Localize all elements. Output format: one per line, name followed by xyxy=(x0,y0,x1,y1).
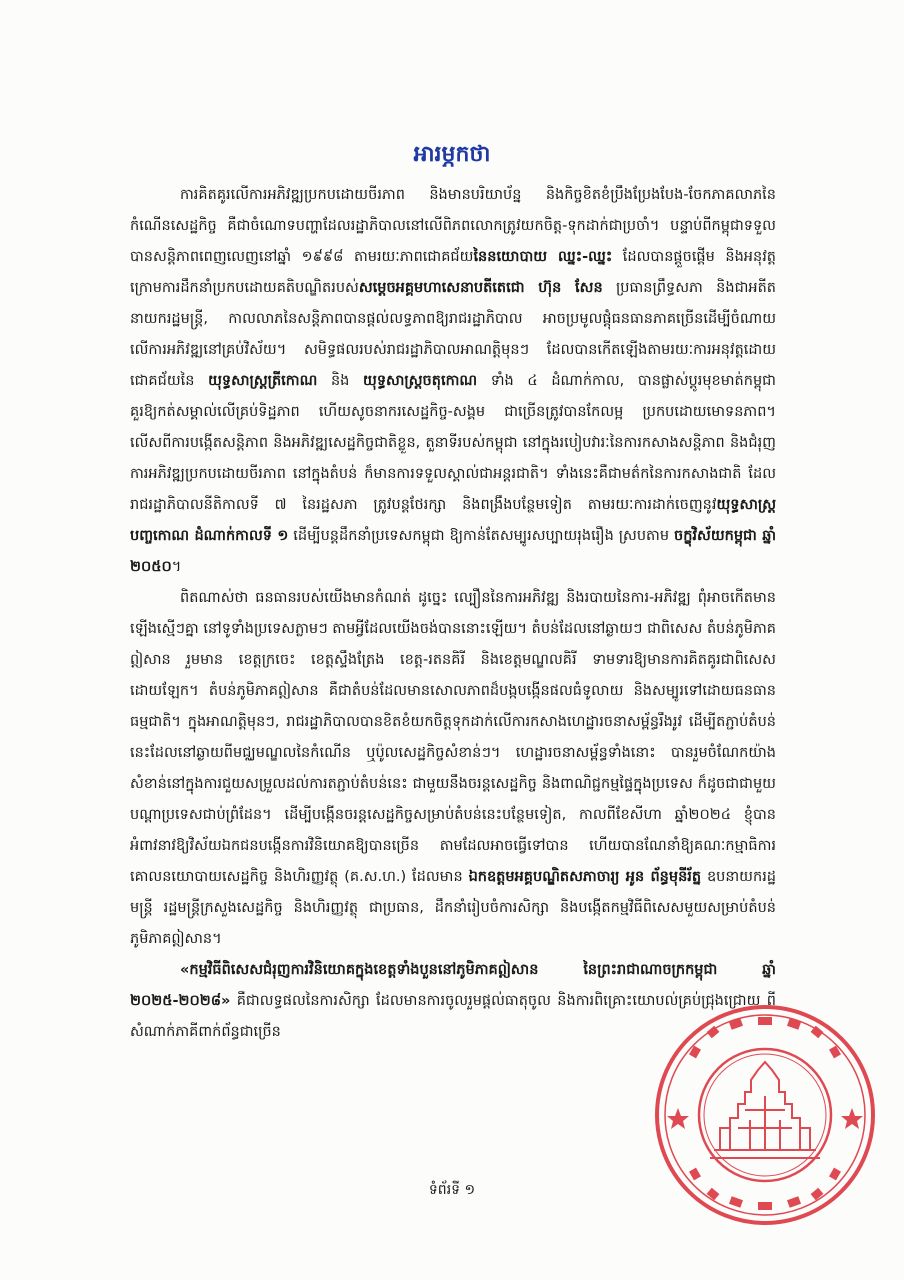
official-seal xyxy=(650,1000,880,1230)
text-segment: ដើម្បីបន្តដឹកនាំប្រទេសកម្ពុជា ឱ្យកាន់តែសម្បូរសប្បាយរុងរឿង ស្របតាម xyxy=(288,528,674,544)
text-segment: ដែលបានផ្តួចផ្តើម និងអនុវត្ត ក្រោមការដឹកនាំប្រកបដោយគតិបណ្ឌិតរបស់ xyxy=(130,249,777,296)
page-title: អារម្ភកថា xyxy=(413,142,491,167)
paragraph-1 xyxy=(130,180,776,583)
paragraph-2 xyxy=(130,583,776,955)
page-number: ទំព័រទី ១ xyxy=(428,1182,476,1198)
angkor-temple-icon xyxy=(710,1062,820,1158)
text-segment: ឧបនាយករដ្ឋមន្ត្រី រដ្ឋមន្ត្រីក្រសួងសេដ្ឋកិច្ច និងហិរញ្ញវត្ថុ ជាប្រធាន, ដឹកនាំរៀបចំការសិក្សា និងបង្កើតកម្មវិធីពិសេសមួយសម្រាប់តំបន់ភូមិភាគឦសាន។ xyxy=(130,869,776,947)
text-segment: គឺជាលទ្ធផលនៃការសិក្សា ដែលមានការចូលរួមផ្តល់ធាតុចូល និងការពិគ្រោះយោបល់គ្រប់ជ្រុងជ្រោយ ពីសំណាក់ភាគីពាក់ព័ន្ធជាច្រើន xyxy=(130,993,776,1040)
text-segment-bold: ចក្ខុវិស័យកម្ពុជា ឆ្នាំ ២០៥០ xyxy=(130,528,777,575)
text-segment: ការគិតគូរលើការអភិវឌ្ឍប្រកបដោយចីរភាព និងមានបរិយាប័ន្ន និងកិច្ចខិតខំប្រឹងប្រែងបែង-ចែកភាគលាភនៃកំណើនសេដ្ឋកិច្ច គឺជាចំណោទបញ្ហាដែលរដ្ឋាភិបាលនៅលើពិភពលោកត្រូវយកចិត្ត-ទុកដាក់ជាប្រចាំ។ បន្ទាប់ពីកម្ពុជាទទួលបានសន្តិភាពពេញលេញនៅឆ្នាំ ១៩៩៨ តាមរយៈភាពជោគជ័យ xyxy=(130,187,776,265)
body-text xyxy=(130,180,776,1048)
text-segment-bold: យុទ្ធសាស្ត្របញ្ចកោណ ដំណាក់កាលទី ១ xyxy=(130,497,776,544)
text-segment-bold: យុទ្ធសាស្ត្រចតុកោណ xyxy=(363,373,478,389)
text-segment-bold: សម្តេចអគ្គមហាសេនាបតីតេជោ ហ៊ុន សែន xyxy=(358,280,603,296)
text-segment: ។ xyxy=(171,559,182,575)
text-segment-bold: «កម្មវិធីពិសេសជំរុញការវិនិយោគក្នុងខេត្តទាំងបួននៅភូមិភាគឦសាន នៃព្រះរាជាណាចក្រកម្ពុជា ឆ្នាំ ២០២៥-២០២៨» xyxy=(130,962,776,1009)
text-segment-bold: ឯកឧត្តមអគ្គបណ្ឌិតសភាចារ្យ អូន ព័ន្ធមុនីរ័ត្ន xyxy=(468,869,702,885)
text-segment: និង xyxy=(317,373,364,389)
text-segment: ពិតណាស់ថា ធនធានរបស់យើងមានកំណត់ ដូច្នេះ ល្បឿននៃការអភិវឌ្ឍ និងរបាយនៃការ-អភិវឌ្ឍ ពុំអាចកើតមានឡើងស្មើៗគ្នា នៅទូទាំងប្រទេសភ្លាមៗ តាមអ្វីដែលយើងចង់បាននោះឡើយ។ តំបន់ដែលនៅឆ្ងាយៗ ជាពិសេស តំបន់ភូមិភាគឦសាន រួមមាន ខេត្តក្រចេះ ខេត្តស្ទឹងត្រែង ខេត្ត-រតនគិរី និងខេត្តមណ្ឌលគិរី ទាមទារឱ្យមានការគិតគូរជាពិសេសដោយឡែក។ តំបន់ភូមិភាគឦសាន គឺជាតំបន់ដែលមានសោលភាពដ៏បង្កបង្កើនផលធំទូលាយ និងសម្បូរទៅដោយធនធានធម្មជាតិ។ ក្នុងអាណត្តិមុនៗ, រាជរដ្ឋាភិបាលបានខិតខំយកចិត្តទុកដាក់លើការកសាងហេដ្ឋារចនាសម្ព័ន្ធរឹងរូវ ដើម្បីតភ្ជាប់តំបន់នេះដែលនៅឆ្ងាយពីមជ្ឈមណ្ឌលនៃកំណើន ឬប៉ូលសេដ្ឋកិច្ចសំខាន់ៗ។ ហេដ្ឋារចនាសម្ព័ន្ធទាំងនោះ បានរួមចំណែកយ៉ាងសំខាន់នៅក្នុងការជួយសម្រួលដល់ការតភ្ជាប់តំបន់នេះ ជាមួយនឹងចរន្តសេដ្ឋកិច្ច និងពាណិជ្ជកម្មផ្ទៃក្នុងប្រទេស ក៏ដូចជាជាមួយបណ្តាប្រទេសជាប់ព្រំដែន។ ដើម្បីបង្កើនចរន្តសេដ្ឋកិច្ចសម្រាប់តំបន់នេះបន្ថែមទៀត, កាលពីខែសីហា ឆ្នាំ២០២៤ ខ្ញុំបានអំពាវនាវឱ្យវិស័យឯកជនបង្កើនការវិនិយោគឱ្យបានច្រើន តាមដែលអាចធ្វើទៅបាន ហើយបានណែនាំឱ្យគណៈកម្មាធិការគោលនយោបាយសេដ្ឋកិច្ច និងហិរញ្ញវត្ថុ (គ.ស.ហ.) ដែលមាន xyxy=(130,590,776,885)
text-segment-bold: យុទ្ធសាស្ត្រត្រីកោណ xyxy=(208,373,318,389)
text-segment: ប្រធានព្រឹទ្ធសភា និងជាអតីតនាយករដ្ឋមន្ត្រី, កាលលាភនៃសន្តិភាពបានផ្តល់លទ្ធភាពឱ្យរាជរដ្ឋាភិបាល អាចប្រមូលផ្តុំធនធានភាគច្រើនដើម្បីចំណាយលើការអភិវឌ្ឍនៅគ្រប់វិស័យ។ សមិទ្ធផលរបស់រាជរដ្ឋាភិបាលអាណត្តិមុនៗ ដែលបានកើតឡើងតាមរយៈការអនុវត្តដោយជោគជ័យនៃ xyxy=(130,280,776,389)
text-segment-bold: នៃនយោបាយ ឈ្នះ-ឈ្នះ xyxy=(473,249,613,265)
text-segment: ទាំង ៤ ដំណាក់កាល, បានផ្លាស់ប្តូរមុខមាត់កម្ពុជា គួរឱ្យកត់សម្គាល់លើគ្រប់ទិដ្ឋភាព ហើយសូចនាករសេដ្ឋកិច្ច-សង្គម ជាច្រើនត្រូវបានកែលម្អ ប្រកបដោយមោទនភាព។ លើសពីការបង្កើតសន្តិភាព និងអភិវឌ្ឍសេដ្ឋកិច្ចជាតិខ្លួន, តួនាទីរបស់កម្ពុជា នៅក្នុងរបៀបវារៈនៃការកសាងសន្តិភាព និងជំរុញការអភិវឌ្ឍប្រកបដោយចីរភាព នៅក្នុងតំបន់ ក៏មានការទទួលស្គាល់ជាអន្តរជាតិ។ ទាំងនេះគឺជាមត៌កនៃការកសាងជាតិ ដែលរាជរដ្ឋាភិបាលនីតិកាលទី ៧ នៃរដ្ឋសភា ត្រូវបន្តថែរក្សា និងពង្រឹងបន្ថែមទៀត តាមរយៈការដាក់ចេញនូវ xyxy=(130,373,776,513)
